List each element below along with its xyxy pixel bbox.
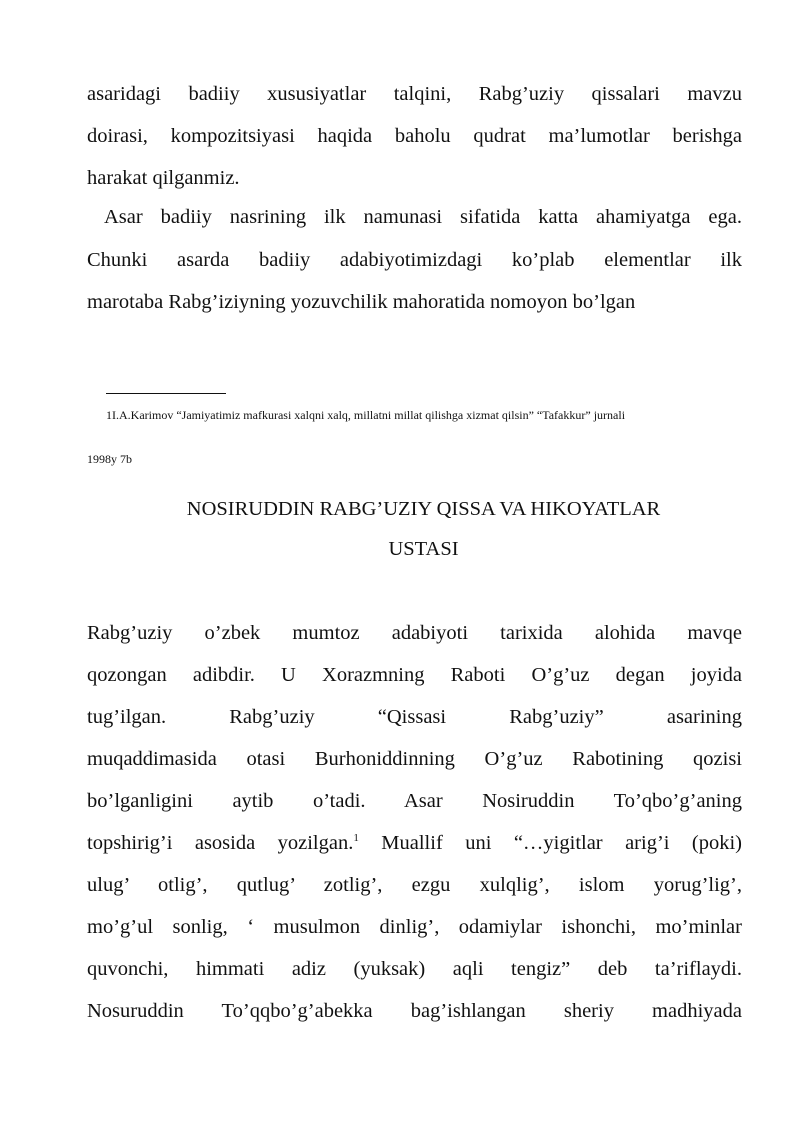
second-paragraph-line-3: marotaba Rabg’iziyning yozuvchilik mahoratida nomoyon bo’lgan [87, 291, 636, 313]
second-paragraph-line-1: Asar badiiy nasrining ilk namunasi sifatida katta ahamiyatga ega. [104, 206, 742, 228]
main-paragraph-line-6-before: topshirig’i asosida yozilgan. [87, 832, 354, 854]
footnote-separator [106, 393, 226, 394]
intro-line-3: harakat qilganmiz. [87, 167, 240, 189]
intro-line-2: doirasi, kompozitsiyasi haqida baholu qudrat ma’lumotlar berishga [87, 125, 742, 147]
main-paragraph-line-8: mo’g’ul sonlig, ‘ musulmon dinlig’, odamiylar ishonchi, mo’minlar [87, 916, 742, 938]
main-paragraph-line-2: qozongan adibdir. U Xorazmning Raboti O’g’uz degan joyida [87, 664, 742, 686]
main-paragraph-line-5: bo’lganligini aytib o’tadi. Asar Nosiruddin To’qbo’g’aning [87, 790, 742, 812]
main-paragraph-line-9: quvonchi, himmati adiz (yuksak) aqli tengiz” deb ta’riflaydi. [87, 958, 742, 980]
footnote-text-line-1: 1I.A.Karimov “Jamiyatimiz mafkurasi xalqni xalq, millatni millat qilishga xizmat qilsin” “Tafakkur” jurnali [106, 408, 626, 422]
section-heading-line-2: USTASI [388, 538, 459, 560]
main-paragraph-line-1: Rabg’uziy o’zbek mumtoz adabiyoti tarixida alohida mavqe [87, 622, 742, 644]
main-paragraph-line-6-after: Muallif uni “…yigitlar arig’i (poki) [358, 832, 742, 854]
second-paragraph-line-2: Chunki asarda badiiy adabiyotimizdagi ko’plab elementlar ilk [87, 249, 742, 271]
main-paragraph-line-4: muqaddimasida otasi Burhoniddinning O’g’uz Rabotining qozisi [87, 748, 742, 770]
main-paragraph-line-3: tug’ilgan. Rabg’uziy “Qissasi Rabg’uziy” asarining [87, 706, 742, 728]
section-heading-line-1: NOSIRUDDIN RABG’UZIY QISSA VA HIKOYATLAR [186, 498, 661, 520]
main-paragraph-line-6 [87, 831, 742, 855]
main-paragraph-line-7: ulug’ otlig’, qutlug’ zotlig’, ezgu xulqlig’, islom yorug’lig’, [87, 874, 742, 896]
footnote-text-line-2: 1998y 7b [87, 452, 132, 466]
main-paragraph-line-10: Nosuruddin To’qqbo’g’abekka bag’ishlangan sheriy madhiyada [87, 1000, 742, 1022]
footnote-marker: 1 [353, 832, 359, 845]
intro-line-1: asaridagi badiiy xususiyatlar talqini, Rabg’uziy qissalari mavzu [87, 83, 742, 105]
